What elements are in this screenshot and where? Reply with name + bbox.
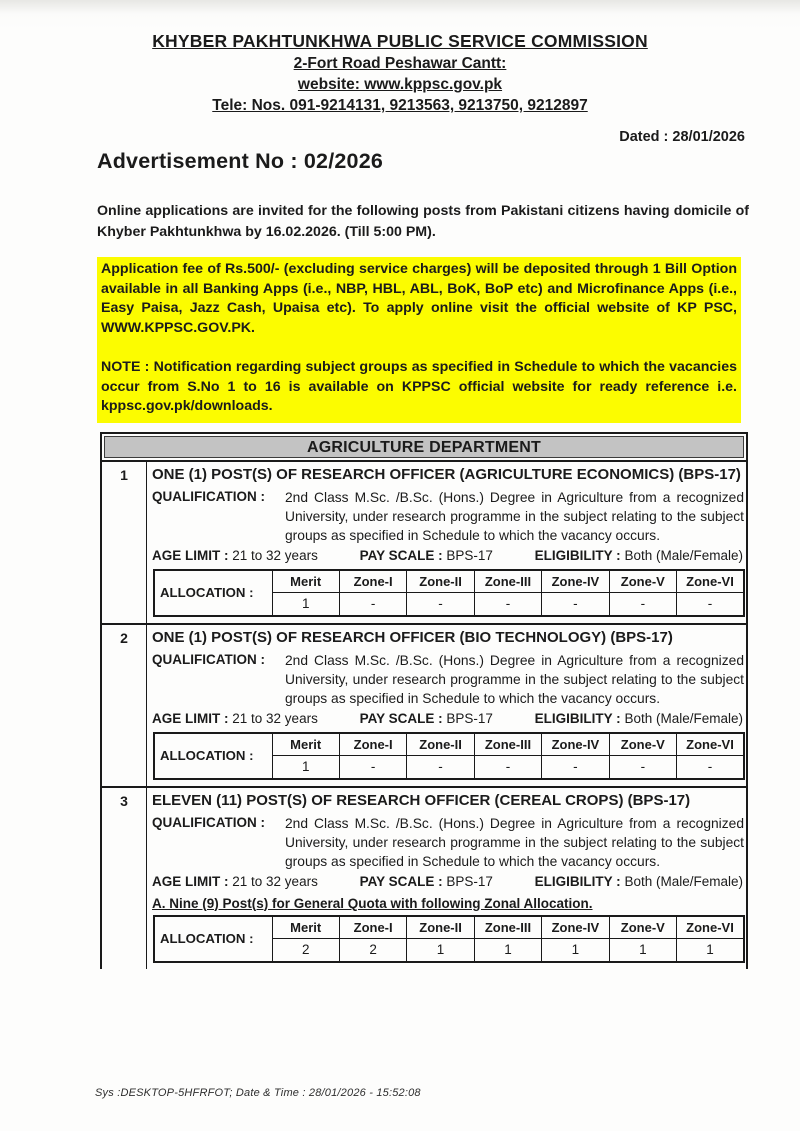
highlighted-notices xyxy=(97,257,741,423)
dated-line xyxy=(0,129,800,145)
allocation-col-header: Zone-V xyxy=(609,570,676,593)
qualification-label: QUALIFICATION : xyxy=(152,488,265,504)
age-limit-label: AGE LIMIT : xyxy=(152,547,229,563)
system-footer: Sys :DESKTOP-5HFRFOT; Date & Time : 28/01/2026 - 15:52:08 xyxy=(95,1087,421,1099)
qualification-text: 2nd Class M.Sc. /B.Sc. (Hons.) Degree in Agriculture from a recognized University, under research programme in the subject relating to the subject groups as specified in Schedule to which the vacancy occurs. xyxy=(285,652,744,706)
eligibility xyxy=(535,547,743,565)
posts-table xyxy=(100,432,748,969)
pay-scale-label: PAY SCALE : xyxy=(359,710,443,726)
post-serial-number: 3 xyxy=(102,788,147,969)
post-title: ONE (1) POST(S) OF RESEARCH OFFICER (AGRICULTURE ECONOMICS) (BPS-17) xyxy=(152,465,741,483)
pay-scale-label: PAY SCALE : xyxy=(359,547,443,563)
allocation-col-header: Zone-II xyxy=(407,733,474,756)
pay-scale xyxy=(360,547,493,565)
post-meta-row xyxy=(152,547,745,565)
letterhead xyxy=(0,0,800,115)
allocation-col-header: Zone-IV xyxy=(542,733,609,756)
dated-label: Dated : xyxy=(619,129,669,145)
eligibility-value: Both (Male/Female) xyxy=(624,873,743,889)
qualification-row xyxy=(152,488,745,545)
allocation-col-header: Zone-IV xyxy=(542,570,609,593)
allocation-value: - xyxy=(542,593,609,616)
post-title: ELEVEN (11) POST(S) OF RESEARCH OFFICER (CEREAL CROPS) (BPS-17) xyxy=(152,791,691,809)
allocation-col-header: Zone-III xyxy=(474,570,541,593)
organization-name: KHYBER PAKHTUNKHWA PUBLIC SERVICE COMMISSION xyxy=(152,31,648,51)
allocation-value: 1 xyxy=(609,939,676,962)
allocation-value: 1 xyxy=(272,593,339,616)
post-serial-number: 1 xyxy=(102,462,147,623)
post-content xyxy=(147,625,748,786)
allocation-value: 2 xyxy=(272,939,339,962)
post-row xyxy=(102,462,746,623)
allocation-col-header: Zone-II xyxy=(407,570,474,593)
age-limit-value: 21 to 32 years xyxy=(232,547,318,563)
eligibility-label: ELIGIBILITY : xyxy=(534,710,621,726)
allocation-value: 1 xyxy=(474,939,541,962)
allocation-value: - xyxy=(609,756,676,779)
age-limit xyxy=(152,547,318,565)
allocation-label: ALLOCATION : xyxy=(154,733,272,779)
allocation-col-header: Zone-V xyxy=(609,733,676,756)
post-meta-row xyxy=(152,710,745,728)
post-content xyxy=(147,788,748,969)
allocation-col-header: Zone-V xyxy=(609,916,676,939)
eligibility xyxy=(535,710,743,728)
allocation-col-header: Merit xyxy=(272,916,339,939)
allocation-value: - xyxy=(407,756,474,779)
post-serial-number: 2 xyxy=(102,625,147,786)
eligibility-label: ELIGIBILITY : xyxy=(534,547,621,563)
eligibility xyxy=(535,873,743,891)
pay-scale-value: BPS-17 xyxy=(446,873,493,889)
allocation-col-header: Zone-I xyxy=(339,916,406,939)
allocation-label: ALLOCATION : xyxy=(154,916,272,962)
allocation-col-header: Zone-I xyxy=(339,733,406,756)
allocation-col-header: Merit xyxy=(272,733,339,756)
allocation-value: 1 xyxy=(407,939,474,962)
allocation-col-header: Zone-III xyxy=(474,916,541,939)
allocation-value: - xyxy=(474,756,541,779)
qualification-text: 2nd Class M.Sc. /B.Sc. (Hons.) Degree in Agriculture from a recognized University, under research programme in the subject relating to the subject groups as specified in Schedule to which the vacancy occurs. xyxy=(285,489,744,543)
allocation-value: 2 xyxy=(339,939,406,962)
allocation-col-header: Zone-III xyxy=(474,733,541,756)
post-meta-row xyxy=(152,873,745,891)
qualification-label: QUALIFICATION : xyxy=(152,651,265,667)
qualification-label: QUALIFICATION : xyxy=(152,814,265,830)
allocation-value: - xyxy=(677,756,744,779)
pay-scale-value: BPS-17 xyxy=(446,710,493,726)
eligibility-value: Both (Male/Female) xyxy=(624,547,743,563)
allocation-value: - xyxy=(474,593,541,616)
department-title: AGRICULTURE DEPARTMENT xyxy=(104,436,744,458)
pay-scale-value: BPS-17 xyxy=(446,547,493,563)
allocation-value: - xyxy=(339,756,406,779)
intro-paragraph: Online applications are invited for the following posts from Pakistani citizens having domicile of Khyber Pakhtunkhwa by 16.02.2026. (Till 5:00 PM). xyxy=(97,203,749,240)
allocation-table xyxy=(153,915,745,963)
allocation-value: - xyxy=(609,593,676,616)
post-content xyxy=(147,462,748,623)
age-limit-value: 21 to 32 years xyxy=(232,873,318,889)
age-limit-label: AGE LIMIT : xyxy=(152,710,229,726)
schedule-note: NOTE : Notification regarding subject groups as specified in Schedule to which the vacancies occur from S.No 1 to 16 is available on KPPSC official website for ready reference i.e. kppsc.gov.pk/downloads. xyxy=(101,359,737,414)
fee-notice: Application fee of Rs.500/- (excluding service charges) will be deposited through 1 Bill Option available in all Banking Apps (i.e., NBP, HBL, ABL, BoK, BoP etc) and Microfinance Apps (i.e., Easy Paisa, Jazz Cash, Upaisa etc). To apply online visit the official website of KP PSC, WWW.KPPSC.GOV.PK. xyxy=(101,261,737,336)
allocation-col-header: Merit xyxy=(272,570,339,593)
qualification-row xyxy=(152,814,745,871)
age-limit-label: AGE LIMIT : xyxy=(152,873,229,889)
advertisement-number: Advertisement No : 02/2026 xyxy=(97,149,384,173)
post-title: ONE (1) POST(S) OF RESEARCH OFFICER (BIO TECHNOLOGY) (BPS-17) xyxy=(152,628,673,646)
allocation-col-header: Zone-I xyxy=(339,570,406,593)
eligibility-value: Both (Male/Female) xyxy=(624,710,743,726)
allocation-value: - xyxy=(542,756,609,779)
allocation-col-header: Zone-IV xyxy=(542,916,609,939)
allocation-label: ALLOCATION : xyxy=(154,570,272,616)
qualification-row xyxy=(152,651,745,708)
allocation-col-header: Zone-II xyxy=(407,916,474,939)
age-limit-value: 21 to 32 years xyxy=(232,710,318,726)
allocation-value: - xyxy=(407,593,474,616)
age-limit xyxy=(152,873,318,891)
age-limit xyxy=(152,710,318,728)
allocation-value: 1 xyxy=(677,939,744,962)
department-header-row xyxy=(102,434,746,462)
eligibility-label: ELIGIBILITY : xyxy=(534,873,621,889)
allocation-table xyxy=(153,569,745,617)
allocation-value: 1 xyxy=(272,756,339,779)
organization-address: 2-Fort Road Peshawar Cantt: xyxy=(293,55,507,72)
post-row xyxy=(102,786,746,969)
post-row xyxy=(102,623,746,786)
allocation-table xyxy=(153,732,745,780)
qualification-text: 2nd Class M.Sc. /B.Sc. (Hons.) Degree in Agriculture from a recognized University, under research programme in the subject relating to the subject groups as specified in Schedule to which the vacancy occurs. xyxy=(285,815,744,869)
pay-scale xyxy=(360,873,493,891)
allocation-value: - xyxy=(677,593,744,616)
allocation-col-header: Zone-VI xyxy=(677,733,744,756)
dated-value: 28/01/2026 xyxy=(672,129,745,145)
pay-scale-label: PAY SCALE : xyxy=(359,873,443,889)
allocation-col-header: Zone-VI xyxy=(677,916,744,939)
general-quota-note: A. Nine (9) Post(s) for General Quota with following Zonal Allocation. xyxy=(152,895,593,911)
allocation-value: 1 xyxy=(542,939,609,962)
organization-phones: Tele: Nos. 091-9214131, 9213563, 9213750, 9212897 xyxy=(212,97,588,114)
organization-website: website: www.kppsc.gov.pk xyxy=(297,76,503,93)
allocation-col-header: Zone-VI xyxy=(677,570,744,593)
pay-scale xyxy=(360,710,493,728)
allocation-value: - xyxy=(339,593,406,616)
